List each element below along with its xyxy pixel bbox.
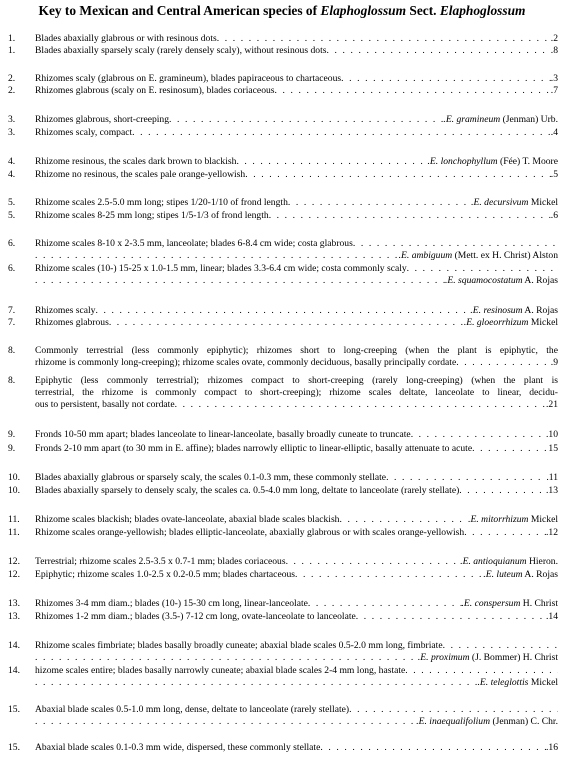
couplet-result: .12 [546, 527, 558, 538]
leader-dots [386, 472, 546, 484]
couplet-text: Epiphytic; rhizome scales 1.0-2.5 x 0.2-0.5 mm; blades chartaceous [35, 569, 296, 580]
leader-dots [341, 73, 551, 85]
couplet-result [470, 305, 558, 317]
key-couplet [8, 704, 558, 728]
species-name: .E. squamocostatum [445, 275, 523, 286]
couplet-text-line: terrestrial, the rhizome is commonly compact to short-creeping); rhizome scales deltate, lanceolate to linear, decidu- [35, 387, 558, 398]
leader-dots [245, 169, 551, 181]
leader-dots [464, 527, 546, 539]
key-couplet [8, 527, 558, 539]
key-couplet [8, 742, 558, 754]
couplet-text-line: rhizome is commonly long-creeping); rhizome scales ovate, commonly deciduous, basally principally cordate [35, 357, 457, 368]
key-couplet [8, 263, 558, 287]
couplet-number: 10. [8, 485, 20, 496]
couplet-result [462, 598, 558, 610]
leader-dots [35, 716, 416, 728]
key-couplet [8, 238, 558, 262]
key-couplet [8, 598, 558, 610]
couplet-text: Rhizome resinous, the scales dark brown to blackish [35, 156, 237, 167]
leader-dots [320, 742, 546, 754]
page-title: Key to Mexican and Central American species of Elaphoglossum Sect. Elaphoglossum [38, 3, 526, 18]
species-author: (J. Bommer) H. Christ [469, 652, 558, 663]
species-name: .E. inaequalifolium [416, 716, 491, 727]
couplet-result: .16 [546, 742, 558, 753]
leader-dots [349, 704, 558, 716]
leader-dots [269, 210, 551, 222]
species-author: Mickel [528, 197, 558, 208]
couplet-number: 15. [8, 742, 20, 753]
key-couplet [8, 345, 558, 369]
couplet-text-line: Epiphytic (less commonly terrestrial); rhizomes compact to short-creeping (rarely long-creeping) (when the plant is [35, 375, 558, 386]
leader-dots [217, 33, 551, 45]
couplet-number: 1. [8, 33, 16, 44]
couplet-text: Rhizomes glabrous, short-creeping [35, 114, 170, 125]
leader-dots [411, 429, 546, 441]
species-name: .E. ambiguum [398, 250, 453, 261]
couplet-result [416, 716, 558, 728]
leader-dots [407, 263, 558, 275]
couplet-number: 10. [8, 472, 20, 483]
couplet-text: Rhizomes 3-4 mm diam.; blades (10-) 15-30 cm long, linear-lanceolate [35, 598, 308, 609]
key-couplet [8, 556, 558, 568]
couplet-result: .10 [546, 429, 558, 440]
couplet-number: 4. [8, 156, 16, 167]
species-author: (Fée) T. Moore [497, 156, 558, 167]
species-name: .E. decursivum [471, 197, 529, 208]
couplet-number: 15. [8, 704, 20, 715]
key-couplet [8, 73, 558, 85]
leader-dots [35, 677, 478, 689]
couplet-text: Blades abaxially sparsely to densely scaly, the scales ca. 0.5-4.0 mm long, deltate to lanceolate (rarely stellate) [35, 485, 460, 496]
couplet-result [483, 569, 558, 581]
couplet-text: Rhizome scales blackish; blades ovate-lanceolate, abaxial blade scales blackish [35, 514, 340, 525]
couplet-text: Rhizome no resinous, the scales pale orange-yellowish [35, 169, 246, 180]
key-couplet [8, 33, 558, 45]
species-name: .E. gramineum [443, 114, 501, 125]
couplet-number: 13. [8, 598, 20, 609]
key-couplet [8, 85, 558, 97]
couplet-result [471, 197, 558, 209]
couplet-number: 7. [8, 305, 16, 316]
couplet-result [468, 514, 558, 526]
couplet-result: .2 [550, 33, 558, 44]
species-author: Mickel [528, 677, 558, 688]
couplet-number: 6. [8, 263, 16, 274]
couplet-result: .5 [550, 169, 558, 180]
leader-dots [275, 85, 551, 97]
leader-dots [405, 665, 558, 677]
couplet-text: Blades abaxially glabrous or sparsely scaly, the scales 0.1-0.3 mm, these commonly stellate [35, 472, 387, 483]
leader-dots [308, 598, 462, 610]
couplet-number: 2. [8, 73, 16, 84]
leader-dots [35, 652, 418, 664]
couplet-text: Rhizome scales fimbriate; blades basally broadly cuneate; abaxial blade scales 0.5-2.0 mm long, fimbriate [35, 640, 443, 651]
couplet-text: Rhizome scales orange-yellowish; blades elliptic-lanceolate, abaxially glabrous or with scales orange-yellowish [35, 527, 465, 538]
couplet-text: Abaxial blade scales 0.1-0.3 mm wide, dispersed, these commonly stellate [35, 742, 321, 753]
species-name: .E. luteum [483, 569, 523, 580]
couplet-number: 9. [8, 429, 16, 440]
couplet-number: 1. [8, 45, 16, 56]
key-couplet [8, 305, 558, 317]
couplet-text: Rhizome scales 8-10 x 2-3.5 mm, lanceolate; blades 6-8.4 cm wide; costa glabrous [35, 238, 353, 249]
key-couplet [8, 197, 558, 209]
couplet-text: Rhizome scales 8-25 mm long; stipes 1/5-1/3 of frond length [35, 210, 269, 221]
key-couplet [8, 640, 558, 664]
leader-dots [459, 485, 546, 497]
couplet-number: 8. [8, 345, 16, 356]
key-couplet [8, 114, 558, 126]
couplet-number: 14. [8, 640, 20, 651]
species-name: .E. mitorrhizum [468, 514, 529, 525]
couplet-number: 6. [8, 238, 16, 249]
key-couplet [8, 169, 558, 181]
key-couplet [8, 485, 558, 497]
leader-dots [456, 357, 551, 369]
leader-dots [35, 275, 445, 287]
leader-dots [326, 45, 550, 57]
couplet-result: .6 [550, 210, 558, 221]
couplet-result [464, 317, 558, 329]
couplet-text: Blades abaxially sparsely scaly (rarely densely scaly), without resinous dots [35, 45, 327, 56]
couplet-number: 14. [8, 665, 20, 676]
key-couplet [8, 611, 558, 623]
couplet-result [428, 156, 558, 168]
couplet-result: .9 [550, 357, 558, 368]
couplet-text: Rhizomes scaly (glabrous on E. gramineum), blades papiraceous to chartaceous [35, 73, 342, 84]
species-author: Hieron. [526, 556, 558, 567]
couplet-text: Rhizomes scaly [35, 305, 96, 316]
leader-dots [169, 114, 443, 126]
key-couplet [8, 443, 558, 455]
couplet-text: Rhizomes glabrous (scaly on E. resinosum), blades coriaceous [35, 85, 275, 96]
leader-dots [132, 127, 551, 139]
couplet-text: Abaxial blade scales 0.5-1.0 mm long, dense, deltate to lanceolate (rarely stellate) [35, 704, 350, 715]
species-author: Mickel [528, 317, 558, 328]
couplet-result: .4 [550, 127, 558, 138]
leader-dots [288, 197, 471, 209]
couplet-text-line: Commonly terrestrial (less commonly epiphytic); rhizomes short to long-creeping (when the plant is epiphytic, the [35, 345, 558, 356]
key-couplet [8, 569, 558, 581]
species-name: .E. resinosum [470, 305, 523, 316]
species-author: Mickel [528, 514, 558, 525]
species-author: (Jenman) Urb. [500, 114, 558, 125]
couplet-text: Fronds 2-10 mm apart (to 30 mm in E. affine); blades narrowly elliptic to linear-elliptic, basally attenuate to acute [35, 443, 473, 454]
leader-dots [175, 399, 546, 411]
species-author: H. Christ [520, 598, 558, 609]
couplet-text-line: ous to persistent, basally not cordate [35, 399, 175, 410]
species-author: (Mett. ex H. Christ) Alston [452, 250, 558, 261]
species-name: .E. proximum [417, 652, 470, 663]
couplet-result [460, 556, 558, 568]
couplet-number: 9. [8, 443, 16, 454]
key-couplet [8, 514, 558, 526]
couplet-text: hizome scales entire; blades basally narrowly cuneate; abaxial blade scales 2-4 mm long, hastate [35, 665, 406, 676]
couplet-text: Rhizome scales (10-) 15-25 x 1.0-1.5 mm, linear; blades 3.3-6.4 cm wide; costa commonly scaly [35, 263, 407, 274]
species-author: A. Rojas [522, 275, 558, 286]
couplet-result [445, 275, 558, 287]
couplet-result: .14 [546, 611, 558, 622]
couplet-number: 5. [8, 210, 16, 221]
key-couplet [8, 210, 558, 222]
couplet-number: 3. [8, 114, 16, 125]
couplet-result [443, 114, 558, 126]
key-couplet [8, 156, 558, 168]
leader-dots [286, 556, 461, 568]
couplet-number: 7. [8, 317, 16, 328]
species-name: .E. gloeorrhizum [463, 317, 529, 328]
leader-dots [339, 514, 468, 526]
couplet-result [418, 652, 558, 664]
couplet-number: 11. [8, 527, 20, 538]
couplet-number: 13. [8, 611, 20, 622]
couplet-text: Blades abaxially glabrous or with resinous dots [35, 33, 217, 44]
leader-dots [356, 611, 546, 623]
couplet-result: .13 [546, 485, 558, 496]
couplet-text: Rhizome scales 2.5-5.0 mm long; stipes 1/20-1/10 of frond length [35, 197, 288, 208]
couplet-number: 3. [8, 127, 16, 138]
species-author: A. Rojas [522, 305, 558, 316]
key-couplet [8, 665, 558, 689]
leader-dots [295, 569, 483, 581]
species-name: .E. antioquianum [460, 556, 527, 567]
leader-dots [443, 640, 558, 652]
couplet-result [399, 250, 558, 262]
key-couplet [8, 45, 558, 57]
leader-dots [472, 443, 548, 455]
leader-dots [35, 250, 399, 262]
species-author: A. Rojas [522, 569, 558, 580]
couplet-result: .7 [550, 85, 558, 96]
species-name: .E. lonchophyllum [427, 156, 498, 167]
species-name: .E. conspersum [461, 598, 521, 609]
key-couplet [8, 472, 558, 484]
couplet-number: 2. [8, 85, 16, 96]
species-name: .E. teleglottis [477, 677, 529, 688]
leader-dots [109, 317, 464, 329]
couplet-result: .3 [550, 73, 558, 84]
key-couplet [8, 317, 558, 329]
couplet-result: .11 [546, 472, 558, 483]
leader-dots [353, 238, 558, 250]
key-couplet [8, 375, 558, 411]
couplet-text: Fronds 10-50 mm apart; blades lanceolate to linear-lanceolate, basally broadly cuneate to truncate [35, 429, 411, 440]
couplet-number: 5. [8, 197, 16, 208]
couplet-number: 4. [8, 169, 16, 180]
couplet-number: 8. [8, 375, 16, 386]
couplet-number: 12. [8, 569, 20, 580]
key-couplet [8, 429, 558, 441]
couplet-text: Rhizomes glabrous [35, 317, 109, 328]
couplet-result: .21 [546, 399, 558, 410]
species-author: (Jenman) C. Chr. [490, 716, 558, 727]
couplet-text: Rhizomes 1-2 mm diam.; blades (3.5-) 7-12 cm long, ovate-lanceolate to lanceolate [35, 611, 356, 622]
couplet-number: 12. [8, 556, 20, 567]
couplet-text: Rhizomes scaly, compact [35, 127, 133, 138]
couplet-result [478, 677, 558, 689]
couplet-result: .8 [550, 45, 558, 56]
couplet-result: 15 [548, 443, 558, 454]
leader-dots [95, 305, 470, 317]
couplet-number: 11. [8, 514, 20, 525]
leader-dots [236, 156, 427, 168]
key-couplet [8, 127, 558, 139]
couplet-text: Terrestrial; rhizome scales 2.5-3.5 x 0.7-1 mm; blades coriaceous [35, 556, 286, 567]
